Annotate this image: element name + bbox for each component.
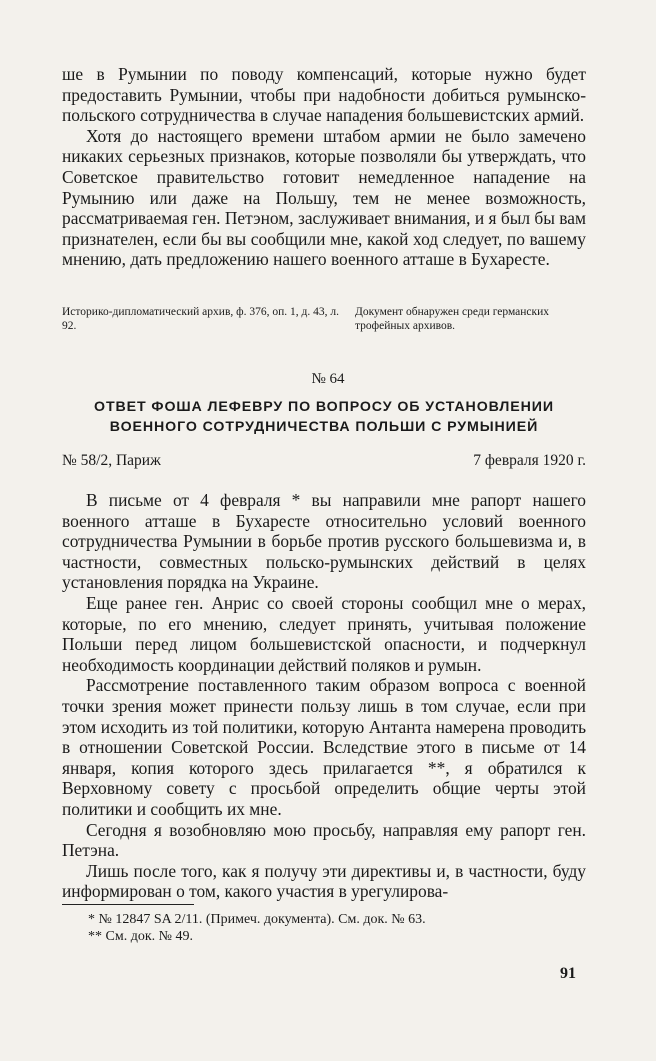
paragraph: Хотя до настоящего времени штабом армии не было замечено никаких серьезных признаков, которые позволяли бы утверждать, что Советское правительство готовит немедленное нападение на Румынию или даже на Польшу, тем не менее возможность, рассматриваемая ген. Петэном, заслуживает внимания, и я был бы вам признателен, если бы вы сообщили мне, какой ход следует, по вашему мнению, дать предложению нашего военного атташе в Бухаресте. (62, 125, 586, 270)
continued-paragraph: ше в Румынии по поводу компенсаций, которые нужно будет предоставить Румынии, чтобы при надобности добиться румынско-польского сотрудничества в случае нападения большевистских армий. (62, 64, 586, 126)
paragraph: В письме от 4 февраля * вы направили мне рапорт нашего военного атташе в Бухаресте относительно условий военного сотрудничества Румынии в борьбе против русского большевизма и, в частности, совместных польско-румынских действий в целях установления порядка на Украине. (62, 490, 586, 593)
footnote: * № 12847 SA 2/11. (Примеч. документа). См. док. № 63. (88, 912, 426, 927)
body-text-block (62, 490, 586, 902)
paragraph: Рассмотрение поставленного таким образом вопроса с военной точки зрения может принести пользу лишь в том случае, если при этом исходить из той политики, которую Антанта намерена проводить в отношении Советской России. Вследствие этого в письме от 14 января, копия которого здесь прилагается **, я обратился к Верховному совету с просьбой определить общие черты этой политики и сообщить их мне. (62, 675, 586, 819)
paragraph: Сегодня я возобновляю мою просьбу, направляя ему рапорт ген. Петэна. (62, 819, 586, 861)
document-reference: № 58/2, Париж (62, 452, 161, 469)
document-number: № 64 (311, 371, 345, 387)
archive-source: Историко-дипломатический архив, ф. 376, оп. 1, д. 43, л. 92. (62, 306, 339, 332)
paragraph: Лишь после того, как я получу эти директивы и, в частности, буду информирован о том, какого участия в урегулирова- (62, 860, 586, 902)
archive-note: Документ обнаружен среди германских трофейных архивов. (355, 306, 550, 332)
footnote: ** См. док. № 49. (88, 929, 193, 944)
top-text-block (62, 64, 586, 270)
footnote-divider (62, 904, 194, 905)
document-heading: ОТВЕТ ФОША ЛЕФЕВРУ ПО ВОПРОСУ ОБ УСТАНОВЛЕНИИ ВОЕННОГО СОТРУДНИЧЕСТВА ПОЛЬШИ С РУМЫНИЕЙ (94, 399, 554, 435)
footnotes (62, 911, 586, 945)
page-number: 91 (560, 965, 576, 982)
paragraph: Еще ранее ген. Анрис со своей стороны сообщил мне о мерах, которые, по его мнению, следует принять, учитывая положение Польши перед лицом большевистской опасности, и подчеркнул необходимость координации действий поляков и румын. (62, 592, 586, 675)
document-date: 7 февраля 1920 г. (473, 452, 586, 469)
